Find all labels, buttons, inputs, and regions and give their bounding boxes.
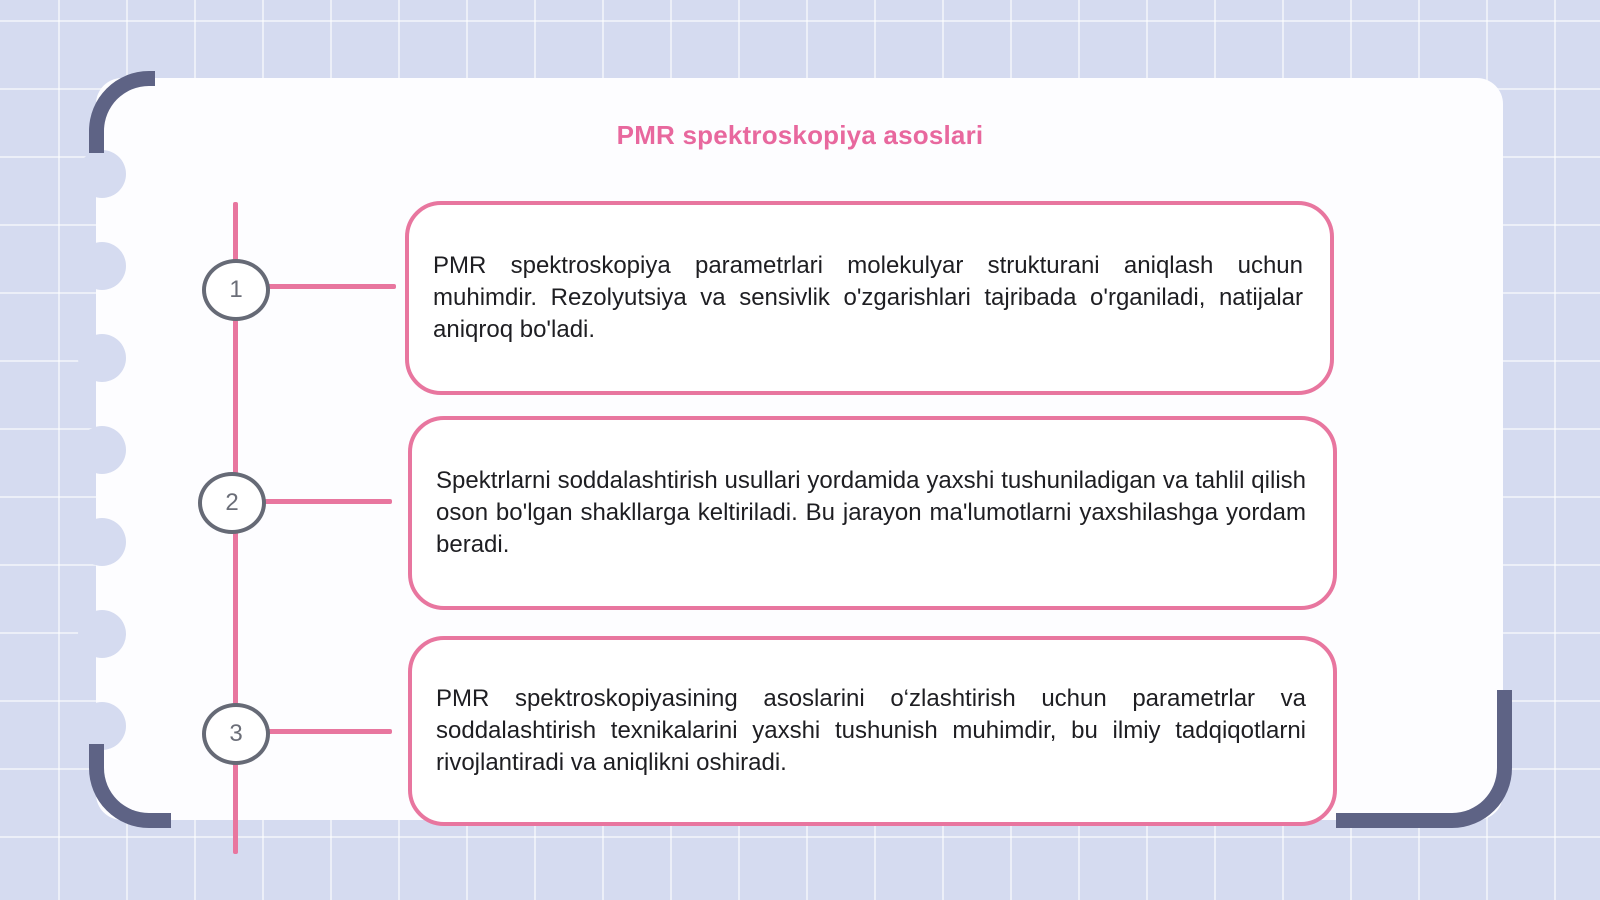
step-card-text: PMR spektroskopiyasining asoslarini o‘zlashtirish uchun parametrlar va soddalashtirish texnikalarini yaxshi tushunish muhimdir, bu ilmiy tadqiqotlarni rivojlantiradi va aniqlikni oshiradi. [436, 685, 1306, 776]
paper-hole [78, 702, 126, 750]
step-card-text: Spektrlarni soddalashtirish usullari yordamida yaxshi tushuniladigan va tahlil qilish oson bo'lgan shakllarga keltiriladi. Bu jarayon ma'lumotlarni yaxshilashga yordam beradi. [436, 467, 1306, 558]
paper-hole [78, 426, 126, 474]
paper-hole [78, 334, 126, 382]
corner-bracket-top-left [89, 71, 155, 153]
paper-hole [78, 242, 126, 290]
timeline-connector [266, 729, 392, 734]
slide-title: PMR spektroskopiya asoslari [616, 120, 984, 150]
step-number-circle: 2 [198, 472, 266, 534]
timeline-connector [262, 499, 392, 504]
paper-hole [78, 150, 126, 198]
step-card [408, 636, 1337, 826]
corner-bracket-bottom-left [89, 744, 171, 828]
step-number-circle: 3 [202, 703, 270, 765]
corner-bracket-bottom-right [1336, 690, 1512, 828]
step-number-circle: 1 [202, 259, 270, 321]
paper-hole [78, 610, 126, 658]
timeline-connector [266, 284, 396, 289]
step-card-text: PMR spektroskopiya parametrlari molekulyar strukturani aniqlash uchun muhimdir. Rezolyutsiya va sensivlik o'zgarishlari tajribada o'rganiladi, natijalar aniqroq bo'ladi. [433, 252, 1303, 343]
paper-hole [78, 518, 126, 566]
step-card [405, 201, 1334, 395]
step-card [408, 416, 1337, 610]
